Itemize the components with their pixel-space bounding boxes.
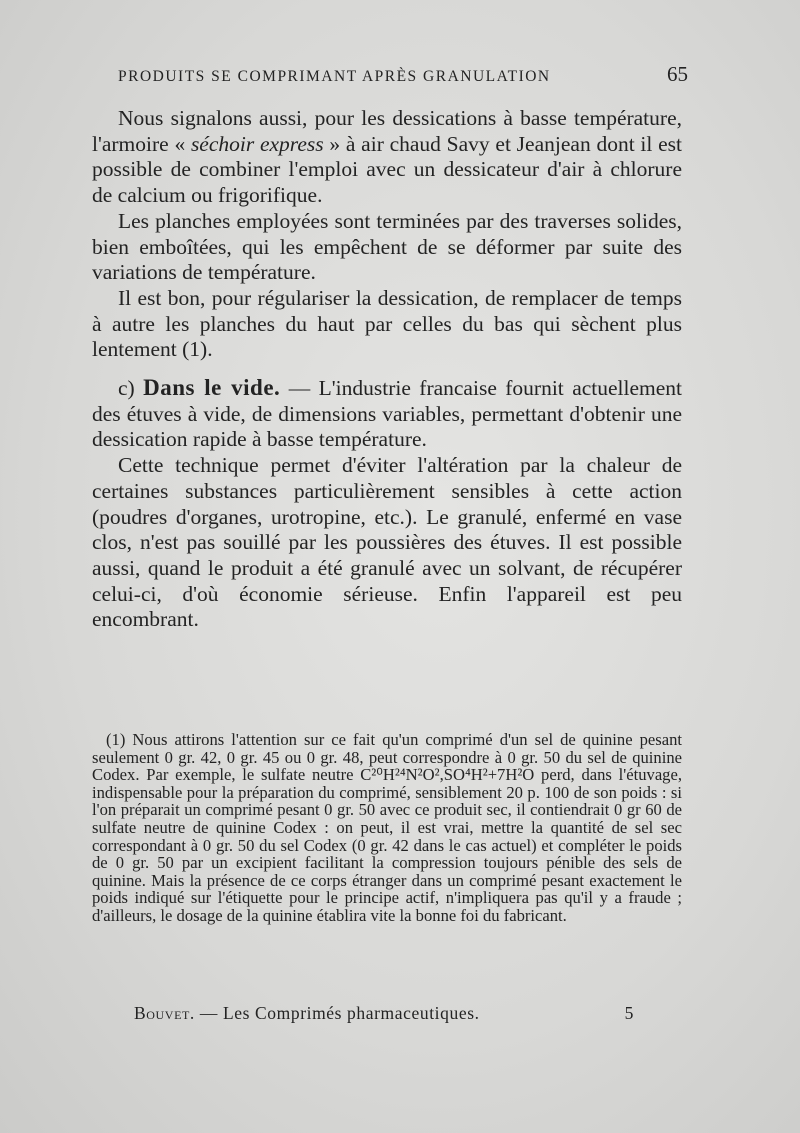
signature-line <box>134 1003 634 1024</box>
paragraph-4-text: L'industrie francaise fournit actuellement des étuves à vide, de dimensions variables, permettant d'obtenir une dessication rapide à basse température. <box>92 376 683 452</box>
paragraph-4 <box>92 375 682 453</box>
paragraph-5: Cette technique permet d'éviter l'altération par la chaleur de certaines substances particulièrement sensibles à cette action (poudres d'organes, urotropine, etc.). Le granulé, enfermé en vase clos, n'est pas souillé par les poussières des étuves. Il est possible aussi, quand le produit a été granulé avec un solvant, de récupérer celui-ci, d'où économie sérieuse. Enfin l'appareil est peu encombrant. <box>92 453 682 632</box>
subsection-label: c) <box>118 376 144 401</box>
paragraph-1 <box>92 106 682 209</box>
paragraph-1-italic: séchoir express <box>190 131 324 156</box>
footer-author: Bouvet. <box>134 1003 195 1023</box>
running-title: PRODUITS SE COMPRIMANT APRÈS GRANULATION <box>118 68 551 85</box>
footer-dash: — <box>194 1003 223 1023</box>
subsection-dash: — <box>280 376 319 401</box>
footnote-text: (1) Nous attirons l'attention sur ce fait qu'un comprimé d'un sel de quinine pesant seulement 0 gr. 42, 0 gr. 45 ou 0 gr. 48, peut correspondre à 0 gr. 50 du sel de quinine Codex. Par exemple, le sulfate neutre C²⁰H²⁴N²O²,SO⁴H²+7H²O perd, dans l'étuvage, indispensable pour la préparation du comprimé, sensiblement 20 p. 100 de son poids : si l'on préparait un comprimé pesant 0 gr. 50 avec ce produit sec, il contiendrait 0 gr 60 de sulfate neutre de quinine Codex : on peut, il est vrai, mettre la quantité de sel sec correspondant à 0 gr. 50 du sel Codex (0 gr. 42 dans le cas actuel) et compléter le poids de 0 gr. 50 par un excipient facilitant la compression toujours pénible des sels de quinine. Mais la présence de ce corps étranger dans un comprimé pesant exactement le poids indiqué sur l'étiquette pour le principe actif, n'impliquera pas qu'il y a fraude ; d'ailleurs, le dosage de la quinine établira vite la bonne foi du fabricant. <box>92 730 682 925</box>
paragraph-2: Les planches employées sont terminées par des traverses solides, bien emboîtées, qui les empêchent de se déformer par suite des variations de température. <box>92 208 682 285</box>
running-head <box>118 62 688 92</box>
body-text <box>92 106 682 633</box>
signature-mark: 5 <box>624 1003 634 1023</box>
paragraph-3: Il est bon, pour régulariser la dessication, de remplacer de temps à autre les planches du haut par celles du bas qui sèchent plus lentement (1). <box>92 285 682 362</box>
page-number: 65 <box>667 62 688 86</box>
subsection-title: Dans le vide. <box>143 375 281 401</box>
footer-book-title: Les Comprimés pharmaceutiques. <box>222 1003 480 1023</box>
paragraph-1-start: Nous signalons aussi, pour les dessications à basse température, l'armoire « <box>92 106 682 156</box>
footer-book-reference <box>134 1003 480 1024</box>
paragraph-1-end: » à air chaud Savy et Jeanjean dont il est possible de combiner l'emploi avec un dessicateur d'air à chlorure de calcium ou frigorifique. <box>92 131 682 208</box>
footnote <box>92 731 682 925</box>
